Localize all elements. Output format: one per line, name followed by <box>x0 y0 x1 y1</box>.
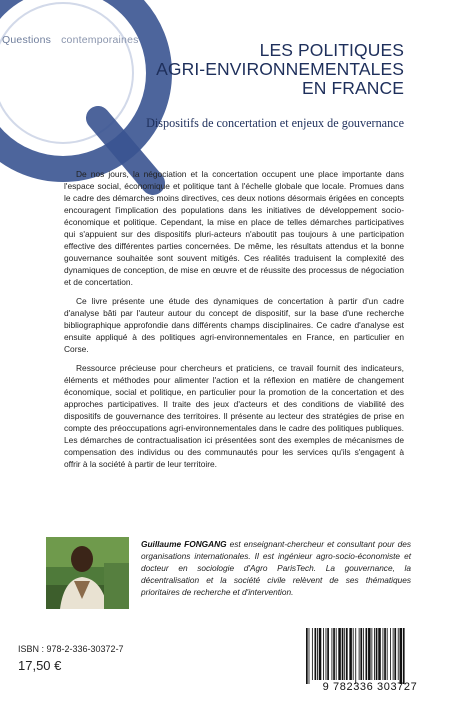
barcode-bar <box>336 628 337 680</box>
barcode-bar <box>384 628 386 680</box>
barcode-bar <box>403 628 405 684</box>
barcode-bar <box>387 628 388 680</box>
barcode-bar <box>374 628 375 680</box>
barcode-bar <box>394 628 396 680</box>
barcode-digits: 9 782336 303727 <box>322 681 418 693</box>
blurb <box>64 168 404 477</box>
barcode-bar <box>323 628 324 680</box>
barcode-bar <box>342 628 344 680</box>
book-title-line1: LES POLITIQUES <box>259 40 404 60</box>
barcode-bar <box>383 628 384 680</box>
barcode-bar <box>306 628 308 684</box>
isbn: ISBN : 978-2-336-30372-7 <box>18 644 124 654</box>
author-bio <box>141 538 411 598</box>
barcode-bar <box>349 628 352 680</box>
blurb-paragraph-3: Ressource précieuse pour chercheurs et praticiens, ce travail fournit des indicateurs, éléments et méthodes pour alimenter l'action et la réflexion en matière de changement économique, social et politique, en particulier pour la promotion de la concertation et des approches participatives. Il traite des jeux d'acteurs et des conditions de viabilité des dispositifs de gouvernance des territoires. Il présente au lecteur des stratégies de prise en compte des préoccupations agri-environnementales dans le cadre des politiques publiques. Les démarches de contractualisation ici présentées sont des exemples de mécanismes de compensation des individus ou des communautés pour les services qu'ils s'engagent à offrir à la société à partir de leur territoire. <box>64 363 404 469</box>
barcode-bar <box>333 628 335 680</box>
collection-name-part2: contemporaines <box>61 34 139 46</box>
barcode-bar <box>368 628 371 680</box>
blurb-paragraph-1: De nos jours, la négociation et la concertation occupent une place importante dans l'espace social, économique et politique tant à l'échelle globale que locale. Promues dans le cadre des démarches moins directives, ces deux notions désormais érigées en concepts encouragent l'implication des populations dans les initiatives de développement socio-économique et politique. Cependant, la mise en place de telles démarches participatives qui s'appuient sur des dispositifs pluri-acteurs n'aboutit pas toujours à une participation effective des différentes parties concernées. De même, les résultats attendus et la bonne gouvernance souhaitée sont souvent mitigés. Ces réalités traduisent la complexité des dynamiques de conception, de mise en œuvre et de réussite des processus de négociation et de concertation. <box>64 169 404 287</box>
barcode-bar <box>332 628 333 680</box>
barcode-bar <box>376 628 378 680</box>
cover-header <box>0 0 450 150</box>
barcode-bar <box>355 628 356 684</box>
collection-name-part1: Questions <box>2 34 52 46</box>
barcode-bar <box>398 628 399 680</box>
author-name: Guillaume FONGANG <box>141 539 227 549</box>
barcode-bar <box>338 628 341 680</box>
barcode-bar <box>353 628 354 680</box>
barcode-bar <box>359 628 360 680</box>
barcode-bar <box>326 628 327 680</box>
barcode-bar <box>309 628 310 684</box>
price: 17,50 € <box>18 658 62 673</box>
author-bio-text: est enseignant-chercheur et consultant pour des organisations internationales. Il est ingénieur agro-socio-économiste et docteur en sociologie d'Agro ParisTech. La gouvernance, la décentralisation et la société civile relèvent de ses thématiques prioritaires de recherche et d'intervention. <box>141 539 411 597</box>
barcode-bar <box>360 628 362 680</box>
barcode-bar <box>315 628 317 680</box>
barcode-bar <box>378 628 381 680</box>
author-portrait-icon <box>46 537 129 609</box>
barcode-bar <box>346 628 348 680</box>
author-photo <box>46 537 129 609</box>
barcode-bar <box>393 628 394 680</box>
barcode-bar <box>317 628 318 680</box>
blurb-paragraph-2: Ce livre présente une étude des dynamiques de concertation à partir d'un cadre d'analyse bâti par l'auteur autour du concept de dispositif, sur la base d'une recherche bibliographique approfondie dans différents champs disciplinaires. Ce cadre d'analyse est ensuite appliqué à des politiques agri-environnementales en France, en particulier en Corse. <box>64 296 404 354</box>
barcode-bar <box>390 628 391 680</box>
barcode-bar <box>319 628 322 680</box>
barcode-bar <box>312 628 313 680</box>
book-subtitle: Dispositifs de concertation et enjeux de gouvernance <box>146 116 404 130</box>
book-title-line3: EN FRANCE <box>301 78 404 98</box>
barcode-bar <box>344 628 345 680</box>
book-title <box>74 41 404 98</box>
barcode-bar <box>363 628 364 680</box>
barcode-bar <box>371 628 372 680</box>
barcode-bar <box>327 628 329 680</box>
barcode-bar <box>400 628 403 684</box>
book-title-line2: AGRI-ENVIRONNEMENTALES <box>156 59 404 79</box>
barcode-bar <box>366 628 368 680</box>
